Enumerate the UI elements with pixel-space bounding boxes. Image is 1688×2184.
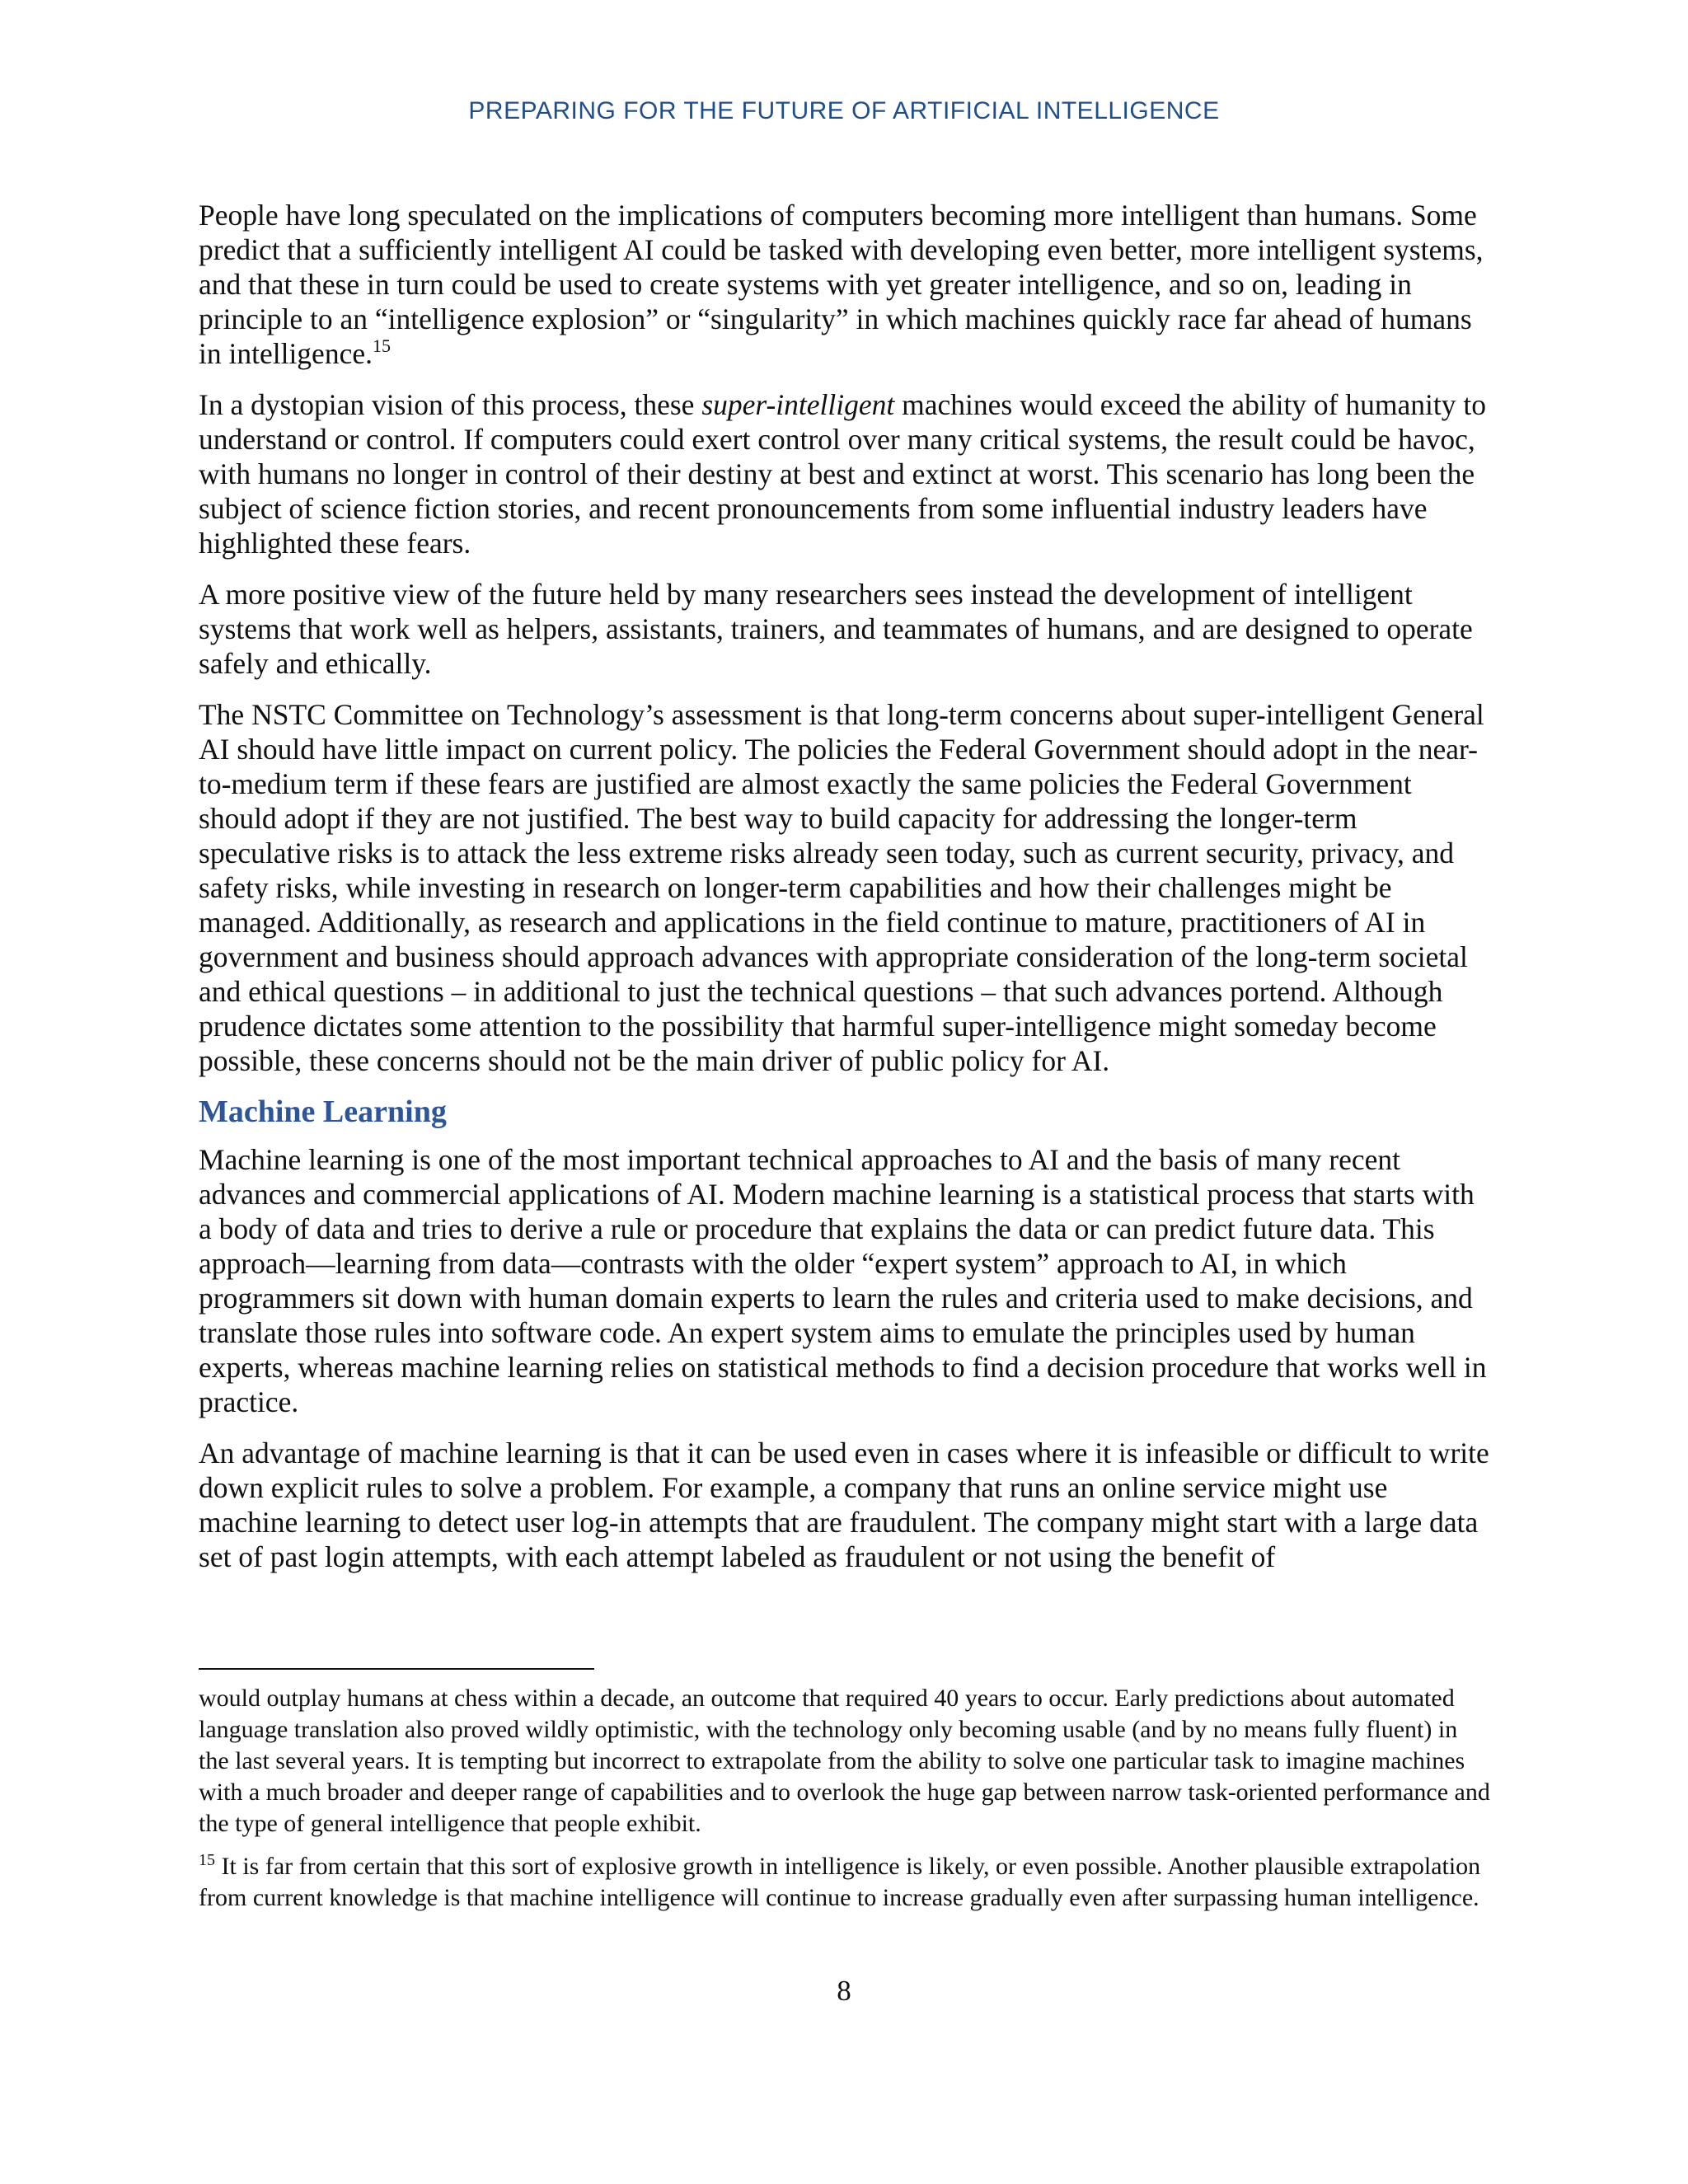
footnote-reference-15[interactable]: 15	[372, 335, 391, 356]
footnote-number: 15	[199, 1851, 215, 1869]
body-text	[199, 198, 1491, 1591]
footnote-15	[199, 1851, 1491, 1914]
paragraph-singularity	[199, 198, 1491, 371]
paragraph-nstc-assessment: The NSTC Committee on Technology’s assessment is that long-term concerns about super-intelligent General AI should have little impact on current policy. The policies the Federal Government should adopt in the near-to-medium term if these fears are justified are almost exactly the same policies the Federal Government should adopt if they are not justified. The best way to build capacity for addressing the longer-term speculative risks is to attack the less extreme risks already seen today, such as current security, privacy, and safety risks, while investing in research on longer-term capabilities and how their challenges might be managed. Additionally, as research and applications in the field continue to mature, practitioners of AI in government and business should approach advances with appropriate consideration of the long-term societal and ethical questions – in additional to just the technical questions – that such advances portend. Although prudence dictates some attention to the possibility that harmful super-intelligence might someday become possible, these concerns should not be the main driver of public policy for AI.	[199, 698, 1484, 1077]
paragraph-text: People have long speculated on the implications of computers becoming more intelligent than humans. Some predict that a sufficiently intelligent AI could be tasked with developing even better, more intelligent systems, and that these in turn could be used to create systems with yet greater intelligence, and so on, leading in principle to an “intelligence explosion” or “singularity” in which machines quickly race far ahead of humans in intelligence.	[199, 199, 1484, 370]
paragraph-positive-view: A more positive view of the future held by many researchers sees instead the development of intelligent systems that work well as helpers, assistants, trainers, and teammates of humans, and are designed to operate safely and ethically.	[199, 578, 1473, 680]
footnote-separator	[199, 1668, 594, 1670]
footnotes	[199, 1683, 1491, 1925]
paragraph-machine-learning-advantage: An advantage of machine learning is that it can be used even in cases where it is infeasible or difficult to write down explicit rules to solve a problem. For example, a company that runs an online service might use machine learning to detect user log-in attempts that are fraudulent. The company might start with a large data set of past login attempts, with each attempt labeled as fraudulent or not using the benefit of	[199, 1436, 1489, 1573]
emphasis-super-intelligent: super-intelligent	[701, 388, 895, 421]
paragraph-text: machines would exceed the ability of humanity to understand or control. If computers could exert control over many critical systems, the result could be havoc, with humans no longer in control of their destiny at best and extinct at worst. This scenario has long been the subject of science fiction stories, and recent pronouncements from some influential industry leaders have highlighted these fears.	[199, 388, 1486, 560]
page-number: 8	[837, 1975, 851, 2007]
footnote-continued: would outplay humans at chess within a decade, an outcome that required 40 years to occur. Early predictions about automated language translation also proved wildly optimistic, with the technology only becoming usable (and by no means fully fluent) in the last several years. It is tempting but incorrect to extrapolate from the ability to solve one particular task to imagine machines with a much broader and deeper range of capabilities and to overlook the huge gap between narrow task-oriented performance and the type of general intelligence that people exhibit.	[199, 1685, 1490, 1837]
running-header: PREPARING FOR THE FUTURE OF ARTIFICIAL INTELLIGENCE	[468, 97, 1220, 124]
paragraph-text: In a dystopian vision of this process, these	[199, 388, 702, 421]
paragraph-machine-learning-intro: Machine learning is one of the most important technical approaches to AI and the basis of many recent advances and commercial applications of AI. Modern machine learning is a statistical process that starts with a body of data and tries to derive a rule or procedure that explains the data or can predict future data. This approach—learning from data—contrasts with the older “expert system” approach to AI, in which programmers sit down with human domain experts to learn the rules and criteria used to make decisions, and translate those rules into software code. An expert system aims to emulate the principles used by human experts, whereas machine learning relies on statistical methods to find a decision procedure that works well in practice.	[199, 1143, 1487, 1418]
paragraph-dystopian-vision	[199, 387, 1491, 560]
section-heading-machine-learning: Machine Learning	[199, 1094, 447, 1129]
footnote-text: It is far from certain that this sort of explosive growth in intelligence is likely, or even possible. Another plausible extrapolation from current knowledge is that machine intelligence will continue to increase gradually even after surpassing human intelligence.	[199, 1853, 1481, 1911]
